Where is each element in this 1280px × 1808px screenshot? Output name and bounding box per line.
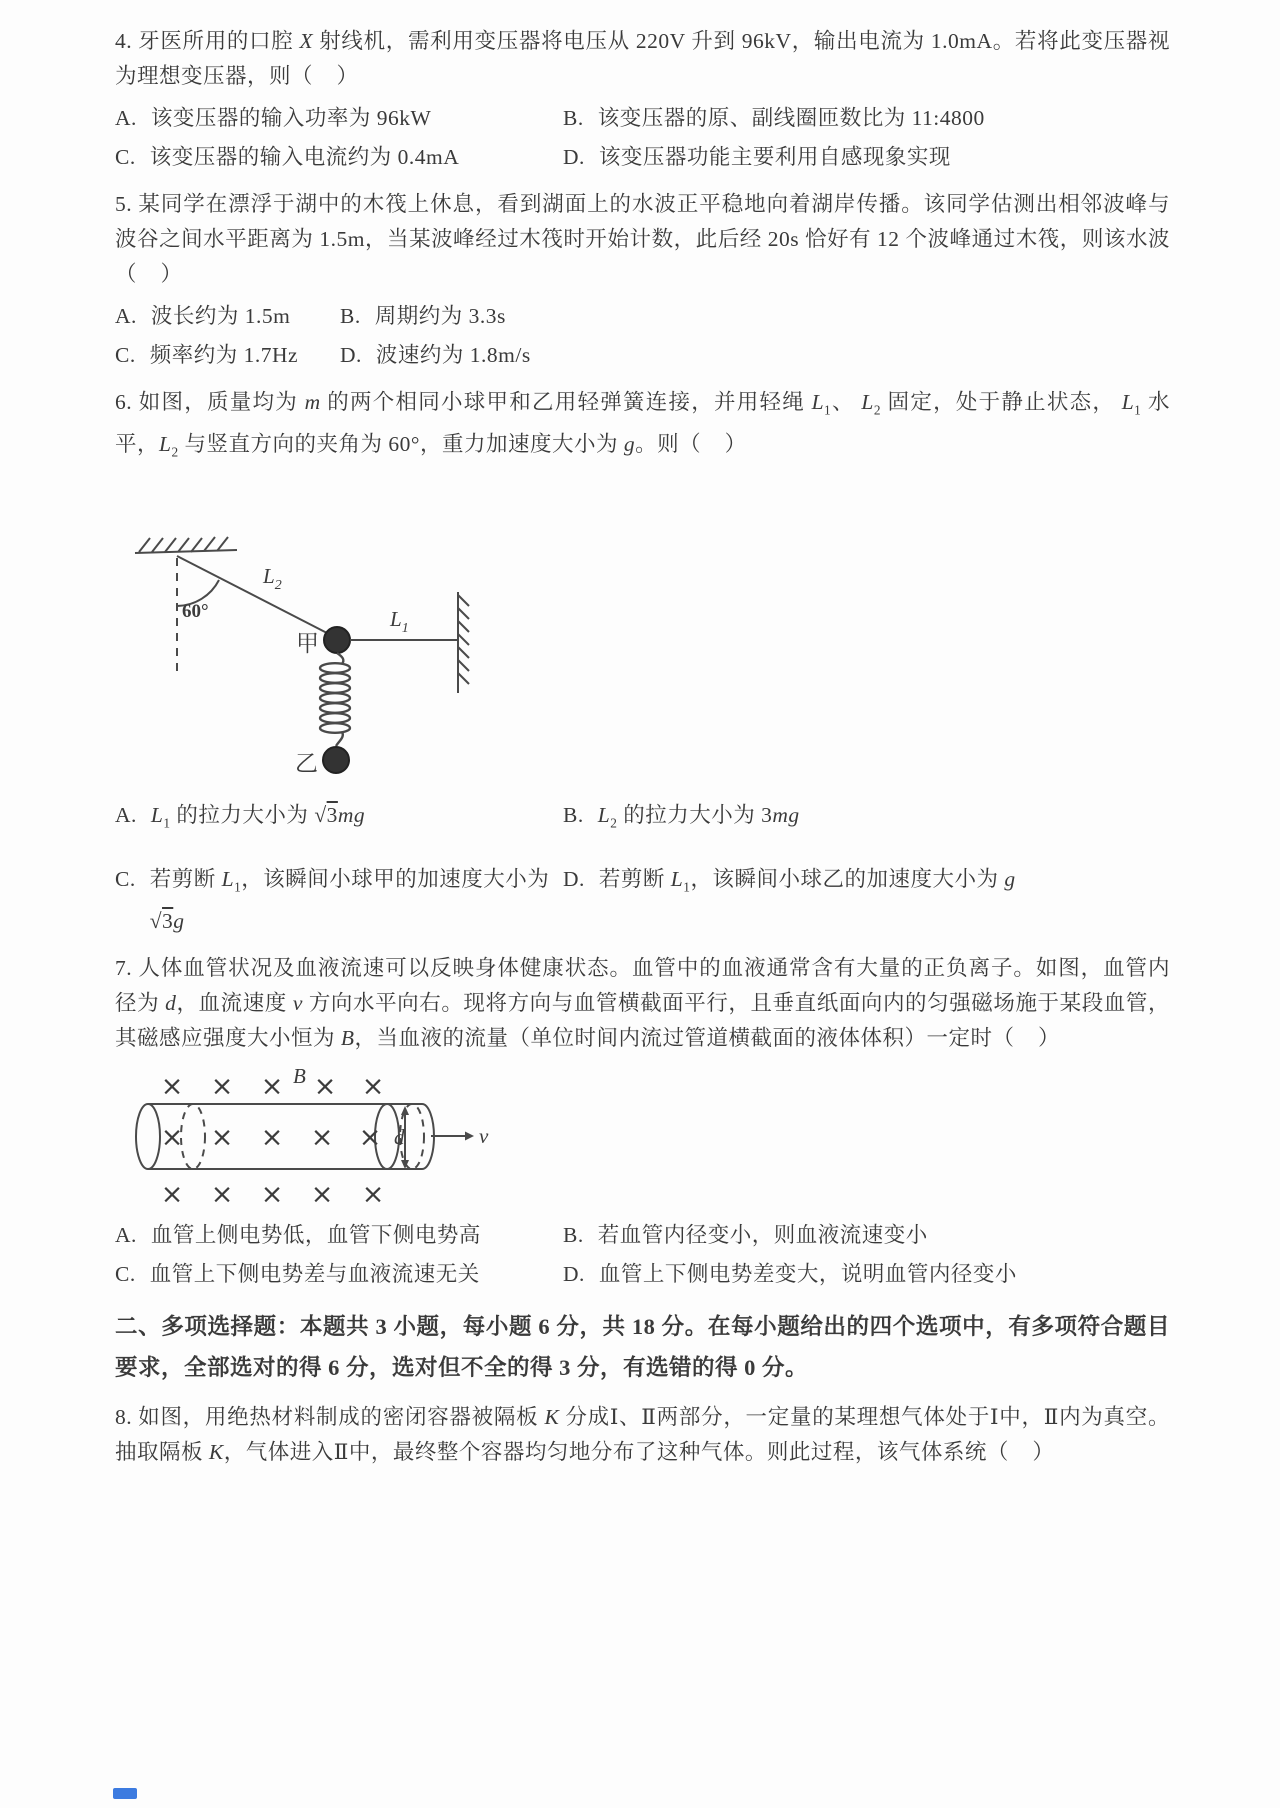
svg-text:×: × bbox=[210, 1071, 234, 1103]
option-text: 该变压器功能主要利用自感现象实现 bbox=[598, 145, 951, 169]
option-key: B. bbox=[563, 1223, 584, 1248]
option-7-d bbox=[563, 1257, 1170, 1292]
question-7-options bbox=[115, 1218, 1170, 1292]
option-4-c bbox=[115, 140, 563, 175]
option-text: $L_1$ 的拉力大小为 √3mg bbox=[150, 802, 366, 830]
svg-text:×: × bbox=[260, 1071, 284, 1103]
option-6-b bbox=[563, 798, 1170, 840]
question-5-options bbox=[115, 299, 1170, 373]
angle-label: 60° bbox=[182, 600, 209, 622]
option-6-c bbox=[115, 862, 563, 939]
field-label: B bbox=[293, 1066, 306, 1089]
question-6-diagram bbox=[115, 480, 480, 782]
ball-jia-label: 甲 bbox=[296, 630, 319, 656]
option-key: C. bbox=[115, 866, 136, 891]
option-key: A. bbox=[115, 304, 137, 328]
option-key: D. bbox=[563, 145, 585, 169]
section-2-heading: 二、多项选择题：本题共 3 小题，每小题 6 分，共 18 分。在每小题给出的四个选项中，有多项符合题目要求，全部选对的得 6 分，选对但不全的得 3 分，有选错的得 0 分。 bbox=[115, 1314, 1170, 1381]
spring bbox=[320, 653, 350, 746]
option-4-b bbox=[563, 101, 1170, 136]
magnetic-field-crosses-top bbox=[161, 1071, 385, 1102]
question-4-options bbox=[115, 101, 1170, 175]
option-key: A. bbox=[115, 106, 137, 130]
option-key: A. bbox=[115, 802, 137, 827]
option-key: C. bbox=[115, 343, 136, 367]
question-6-options bbox=[115, 798, 1170, 940]
diameter-label: d bbox=[394, 1125, 405, 1150]
question-6-stem: 6. 如图，质量均为 m 的两个相同小球甲和乙用轻弹簧连接，并用轻绳 $L_1$、 $L_2$ 固定，处于静止状态， $L_1$ 水平，$L_2$ 与竖直方向的夹角为 60°，重力加速度大小为 g。则（ ） bbox=[115, 390, 1170, 460]
option-key: B. bbox=[563, 802, 584, 827]
option-text: 若剪断 $L_1$，该瞬间小球甲的加速度大小为 √3g bbox=[149, 866, 550, 934]
question-4-stem: 4. 牙医所用的口腔 X 射线机，需利用变压器将电压从 220V 升到 96kV，输出电流为 1.0mA。若将此变压器视为理想变压器，则（ ） bbox=[115, 29, 1170, 88]
svg-text:×: × bbox=[160, 1179, 184, 1211]
option-5-d bbox=[340, 338, 1170, 373]
question-5-stem: 5. 某同学在漂浮于湖中的木筏上休息，看到湖面上的水波正平稳地向着湖岸传播。该同学估测出相邻波峰与波谷之间水平距离为 1.5m，当某波峰经过木筏时开始计数，此后经 20s 恰好有 12 个波峰通过木筏，则该水波（ ） bbox=[115, 192, 1170, 286]
option-key: A. bbox=[115, 1223, 137, 1248]
option-text: 血管上下侧电势差与血液流速无关 bbox=[149, 1262, 480, 1287]
option-5-a bbox=[115, 299, 340, 334]
option-5-b bbox=[340, 299, 1170, 334]
velocity-label: v bbox=[479, 1124, 489, 1149]
option-7-a bbox=[115, 1218, 563, 1253]
svg-text:×: × bbox=[313, 1071, 337, 1103]
svg-text:×: × bbox=[260, 1179, 284, 1211]
svg-text:×: × bbox=[210, 1179, 234, 1211]
option-text: 波速约为 1.8m/s bbox=[375, 343, 531, 367]
rope-l2-label: $L_2$ bbox=[263, 563, 282, 593]
option-7-c bbox=[115, 1257, 563, 1292]
option-text: 血管上侧电势低，血管下侧电势高 bbox=[150, 1223, 481, 1248]
option-key: C. bbox=[115, 1262, 136, 1287]
option-key: D. bbox=[563, 866, 585, 891]
ceiling-hatch bbox=[135, 537, 237, 553]
option-text: 若血管内径变小，则血液流速变小 bbox=[597, 1223, 928, 1248]
velocity-arrow bbox=[431, 1124, 489, 1148]
svg-text:×: × bbox=[310, 1122, 334, 1154]
svg-text:×: × bbox=[160, 1122, 184, 1154]
option-text: 若剪断 $L_1$，该瞬间小球乙的加速度大小为 g bbox=[598, 866, 1016, 895]
svg-text:×: × bbox=[210, 1122, 234, 1154]
option-4-a bbox=[115, 101, 563, 136]
option-text: 频率约为 1.7Hz bbox=[149, 343, 299, 367]
option-text: 血管上下侧电势差变大，说明血管内径变小 bbox=[598, 1262, 1017, 1287]
magnetic-field-crosses-middle bbox=[161, 1122, 382, 1153]
option-text: $L_2$ 的拉力大小为 3mg bbox=[597, 802, 800, 830]
exam-content bbox=[115, 24, 1170, 1470]
option-text: 该变压器的输入功率为 96kW bbox=[150, 106, 432, 130]
question-8-stem: 8. 如图，用绝热材料制成的密闭容器被隔板 K 分成Ⅰ、Ⅱ两部分，一定量的某理想气体处于Ⅰ中，Ⅱ内为真空。抽取隔板 K，气体进入Ⅱ中，最终整个容器均匀地分布了这种气体。则此过程，该气体系统（ ） bbox=[115, 1405, 1170, 1465]
question-4 bbox=[115, 24, 1170, 175]
ball-yi-label: 乙 bbox=[295, 750, 318, 776]
svg-text:×: × bbox=[160, 1071, 184, 1103]
option-text: 该变压器的输入电流约为 0.4mA bbox=[149, 145, 460, 169]
question-7-stem: 7. 人体血管状况及血液流速可以反映身体健康状态。血管中的血液通常含有大量的正负离子。如图，血管内径为 d，血流速度 v 方向水平向右。现将方向与血管横截面平行，且垂直纸面向内的匀强磁场施于某段血管，其磁感应强度大小恒为 B，当血液的流量（单位时间内流过管道横截面的液体体积）一定时（ ） bbox=[115, 956, 1170, 1051]
option-6-a bbox=[115, 798, 563, 840]
option-text: 该变压器的原、副线圈匝数比为 11:4800 bbox=[597, 106, 985, 130]
option-text: 波长约为 1.5m bbox=[150, 304, 291, 328]
question-7-diagram bbox=[115, 1066, 500, 1211]
rope-l1-label: $L_1$ bbox=[390, 606, 409, 636]
ball-jia bbox=[324, 627, 350, 653]
svg-text:×: × bbox=[361, 1071, 385, 1103]
option-key: C. bbox=[115, 145, 136, 169]
option-key: B. bbox=[340, 304, 361, 328]
magnetic-field-crosses-bottom bbox=[161, 1179, 385, 1210]
option-text: 周期约为 3.3s bbox=[374, 304, 506, 328]
option-7-b bbox=[563, 1218, 1170, 1253]
ball-yi bbox=[323, 747, 349, 773]
wall-hatch bbox=[458, 592, 469, 693]
question-7 bbox=[115, 951, 1170, 1292]
question-8 bbox=[115, 1400, 1170, 1470]
option-6-d bbox=[563, 862, 1170, 939]
option-key: D. bbox=[340, 343, 362, 367]
svg-text:×: × bbox=[310, 1179, 334, 1211]
svg-text:×: × bbox=[361, 1179, 385, 1211]
page-footer-marker bbox=[113, 1788, 137, 1799]
question-6 bbox=[115, 385, 1170, 939]
question-5 bbox=[115, 187, 1170, 373]
option-key: B. bbox=[563, 106, 584, 130]
option-key: D. bbox=[563, 1262, 585, 1287]
option-5-c bbox=[115, 338, 340, 373]
svg-text:×: × bbox=[358, 1122, 382, 1154]
option-4-d bbox=[563, 140, 1170, 175]
svg-text:×: × bbox=[260, 1122, 284, 1154]
